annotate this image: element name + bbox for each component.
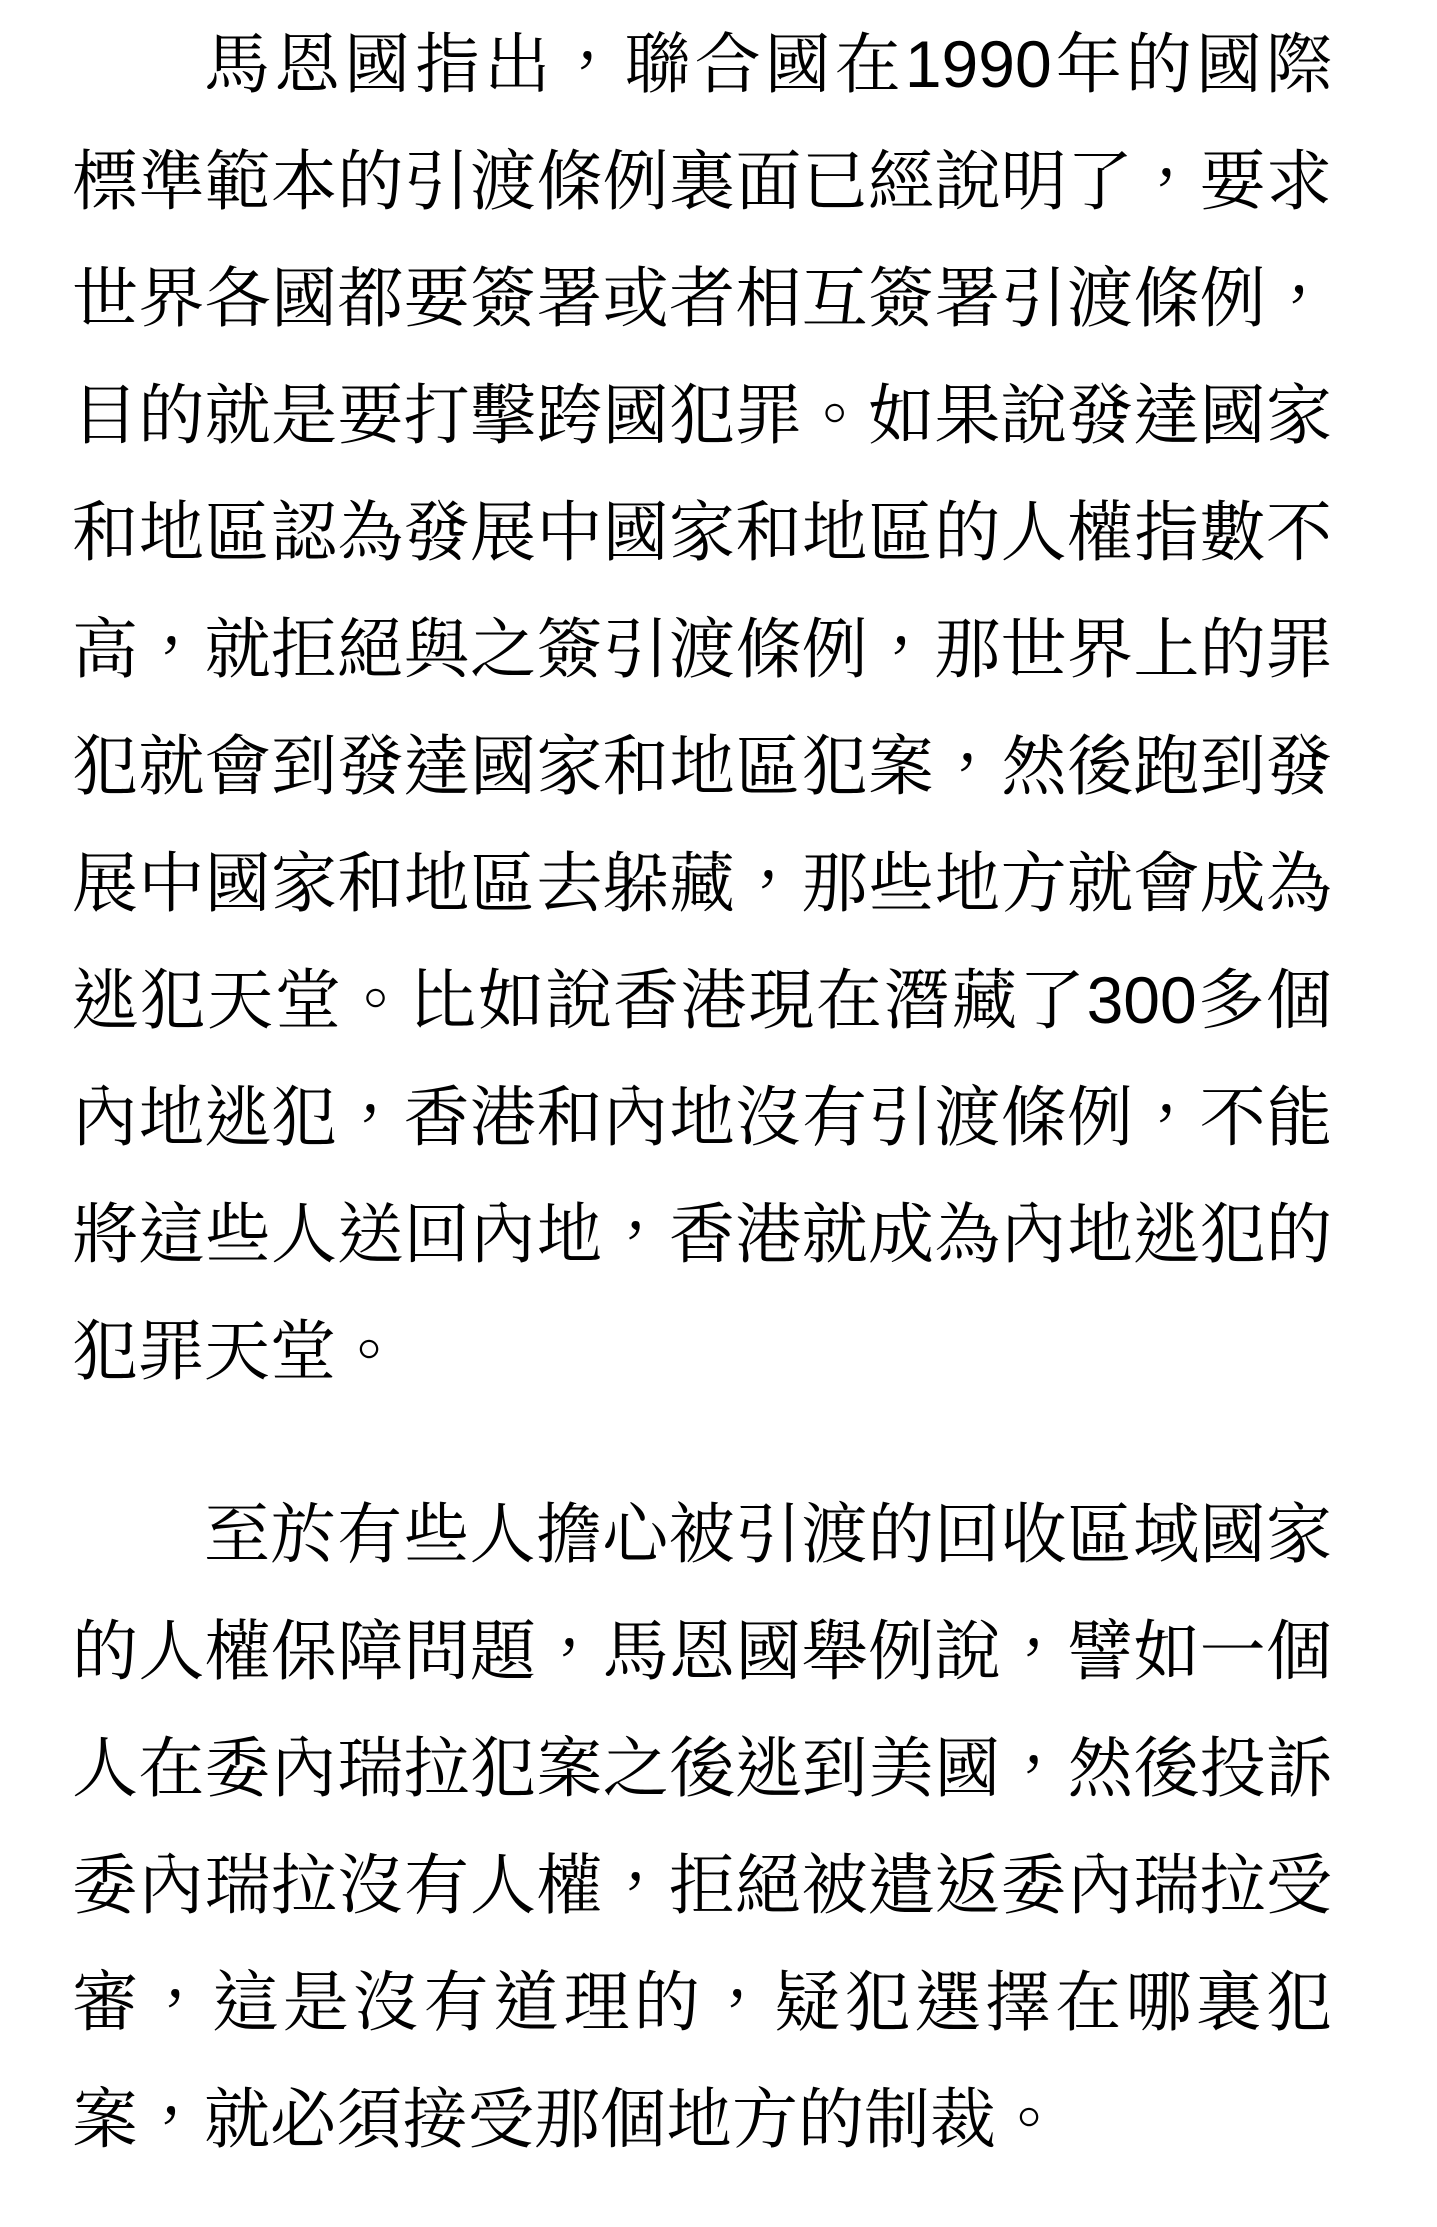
- paragraph-extradition-background: 馬恩國指出，聯合國在1990年的國際標準範本的引渡條例裏面已經說明了，要求世界各國都要簽署或者相互簽署引渡條例，目的就是要打擊跨國犯罪。如果說發達國家和地區認為發展中國家和地區的人權指數不高，就拒絕與之簽引渡條例，那世界上的罪犯就會到發達國家和地區犯案，然後跑到發展中國家和地區去躲藏，那些地方就會成為逃犯天堂。比如說香港現在潛藏了300多個內地逃犯，香港和內地沒有引渡條例，不能將這些人送回內地，香港就成為內地逃犯的犯罪天堂。: [72, 27, 1332, 1388]
- paragraph-human-rights-example: 至於有些人擔心被引渡的回收區域國家的人權保障問題，馬恩國舉例說，譬如一個人在委內瑞拉犯案之後逃到美國，然後投訴委內瑞拉沒有人權，拒絕被遣返委內瑞拉受審，這是沒有道理的，疑犯選擇在哪裏犯案，就必須接受那個地方的制裁。: [72, 1497, 1332, 2156]
